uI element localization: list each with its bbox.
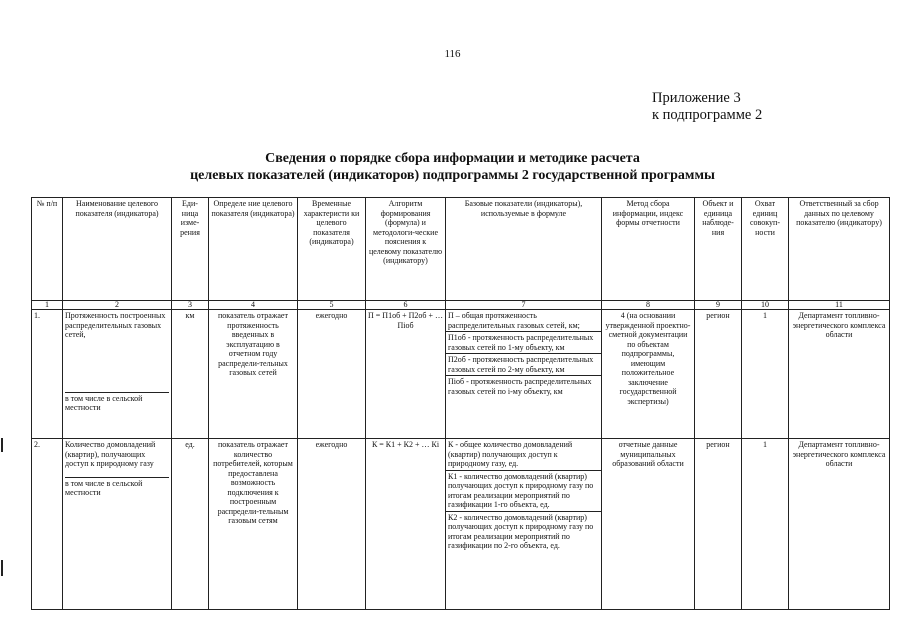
formula: К = К1 + К2 + … Кі xyxy=(366,439,446,610)
observation-object: регион xyxy=(695,310,742,439)
header-cell: Охват единиц совокуп-ности xyxy=(742,198,789,301)
base-indicator: П2об - протяженность распределительных газовых сетей по 2-му объекту, км xyxy=(446,353,601,374)
table-row xyxy=(32,310,890,439)
appendix-line-1: Приложение 3 xyxy=(652,90,741,106)
header-cell: № п/п xyxy=(32,198,63,301)
table-row xyxy=(32,439,890,610)
header-cell: Ответственный за сбор данных по целевому показателю (индикатору) xyxy=(789,198,890,301)
header-cell: Объект и единица наблюде-ния xyxy=(695,198,742,301)
table-header-row xyxy=(32,198,890,301)
header-cell: Базовые показатели (индикаторы), используемые в формуле xyxy=(446,198,602,301)
scan-edge-mark xyxy=(1,438,3,452)
indicator-name-sub: в том числе в сельской местности xyxy=(65,392,169,413)
header-cell: Временные характеристи ки целевого показателя (индикатора) xyxy=(298,198,366,301)
page-number: 116 xyxy=(444,48,461,60)
row-number: 1. xyxy=(32,310,63,439)
column-number: 8 xyxy=(602,301,695,310)
time-characteristic: ежегодно xyxy=(298,310,366,439)
column-number: 5 xyxy=(298,301,366,310)
appendix-label xyxy=(652,90,762,124)
responsible: Департамент топливно-энергетического комплекса области xyxy=(789,310,890,439)
indicator-name-cell xyxy=(63,310,172,439)
column-number: 11 xyxy=(789,301,890,310)
column-number: 6 xyxy=(366,301,446,310)
base-indicator: К2 - количество домовладений (квартир) получающих доступ к природному газу по итогам реализации мероприятий по газификации по 2-го объекта, ед. xyxy=(446,511,601,551)
base-indicator: К - общее количество домовладений (квартир) получающих доступ к природному газу, ед. xyxy=(448,440,573,468)
base-indicator: Піоб - протяженность распределительных газовых сетей по і-му объекту, км xyxy=(446,375,601,396)
definition: показатель отражает протяженность введенных в эксплуатацию в отчетном году распредели-тельных газовых сетей xyxy=(209,310,298,439)
header-cell: Алгоритм формирования (формула) и методологи-ческие пояснения к целевому показателю (индикатору) xyxy=(366,198,446,301)
base-indicator: К1 - количество домовладений (квартир) получающих доступ к природному газу по итогам реализации мероприятий по газификации 1-го объекта, ед. xyxy=(446,470,601,510)
scan-edge-mark xyxy=(1,560,3,576)
collection-method: отчетные данные муниципальных образований области xyxy=(602,439,695,610)
observation-object: регион xyxy=(695,439,742,610)
header-cell: Определе ние целевого показателя (индикатора) xyxy=(209,198,298,301)
definition: показатель отражает количество потребителей, которым предоставлена возможность подключения к построенным распредели-тельным газовым сетям xyxy=(209,439,298,610)
formula: П = П1об + П2об + …Піоб xyxy=(366,310,446,439)
time-characteristic: ежегодно xyxy=(298,439,366,610)
unit: ед. xyxy=(172,439,209,610)
indicator-name-cell xyxy=(63,439,172,610)
title-line-1: Сведения о порядке сбора информации и методике расчета xyxy=(265,151,640,166)
column-number-row xyxy=(32,301,890,310)
base-indicator: П1об - протяженность распределительных газовых сетей по 1-му объекту, км xyxy=(446,331,601,352)
base-indicator: П – общая протяженность распределительных газовых сетей, км; xyxy=(448,311,580,330)
responsible: Департамент топливно-энергетического комплекса области xyxy=(789,439,890,610)
coverage: 1 xyxy=(742,439,789,610)
indicator-name-sub: в том числе в сельской местности xyxy=(65,477,169,498)
document-title xyxy=(0,150,905,184)
appendix-line-2: к подпрограмме 2 xyxy=(652,107,763,123)
column-number: 2 xyxy=(63,301,172,310)
indicators-table xyxy=(31,197,890,610)
column-number: 9 xyxy=(695,301,742,310)
coverage: 1 xyxy=(742,310,789,439)
title-line-2: целевых показателей (индикаторов) подпрограммы 2 государственной программы xyxy=(190,168,715,183)
row-number: 2. xyxy=(32,439,63,610)
column-number: 1 xyxy=(32,301,63,310)
header-cell: Метод сбора информации, индекс формы отчетности xyxy=(602,198,695,301)
collection-method: 4 (на основании утвержденной проектно-сметной документации по объектам подпрограммы, имеющим положительное заключение государственной экспертизы) xyxy=(602,310,695,439)
base-indicators-cell xyxy=(446,310,602,439)
indicator-name: Протяженность построенных распределительных газовых сетей, xyxy=(65,311,166,339)
indicator-name: Количество домовладений (квартир), получающих доступ к природному газу xyxy=(65,440,156,468)
header-cell: Наименование целевого показателя (индикатора) xyxy=(63,198,172,301)
unit: км xyxy=(172,310,209,439)
column-number: 10 xyxy=(742,301,789,310)
header-cell: Еди-ница изме-рения xyxy=(172,198,209,301)
column-number: 4 xyxy=(209,301,298,310)
base-indicators-cell xyxy=(446,439,602,610)
column-number: 3 xyxy=(172,301,209,310)
column-number: 7 xyxy=(446,301,602,310)
